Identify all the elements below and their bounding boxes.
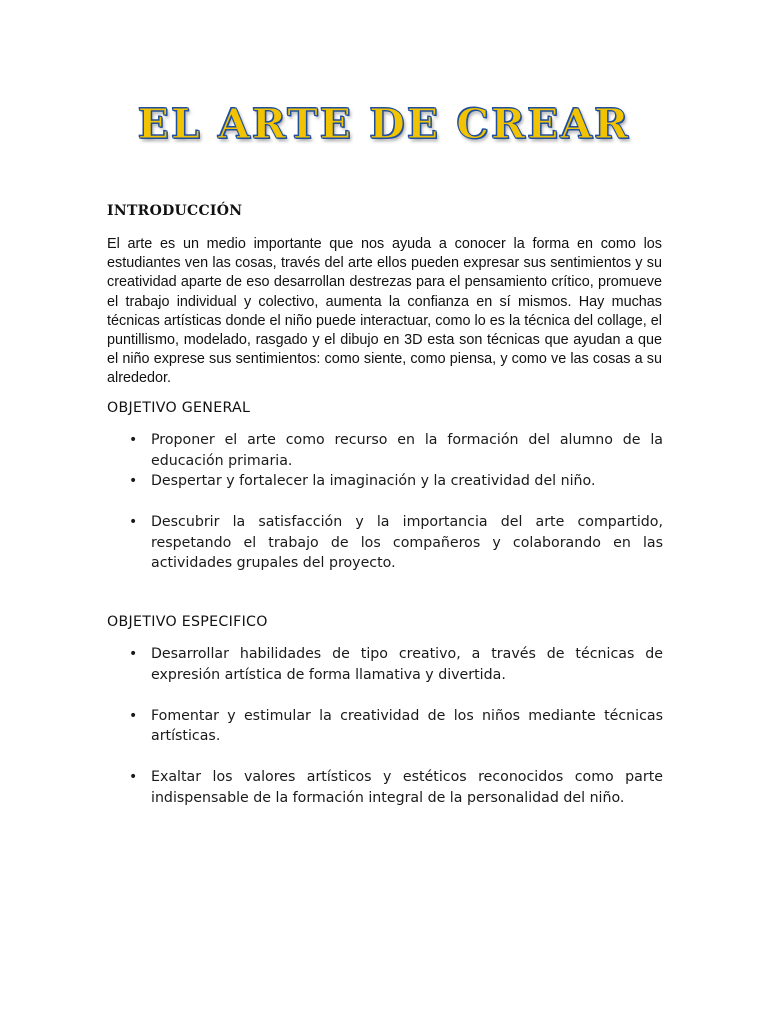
bullet-icon: • <box>129 707 138 724</box>
objetivo-general-heading: OBJETIVO GENERAL <box>107 400 251 416</box>
list-item-text: Desarrollar habilidades de tipo creativo, a través de técnicas de expresión artística de forma llamativa y divertida. <box>151 646 663 683</box>
list-item <box>107 430 663 471</box>
list-item-text: Proponer el arte como recurso en la formación del alumno de la educación primaria. <box>151 432 663 469</box>
bullet-icon: • <box>129 646 138 662</box>
list-item-text: Fomentar y estimular la creatividad de los niños mediante técnicas artísticas. <box>151 707 663 744</box>
list-item <box>107 767 663 808</box>
list-item-text: Despertar y fortalecer la imaginación y la creatividad del niño. <box>151 473 596 489</box>
list-item <box>107 512 663 574</box>
objetivo-general-list <box>107 430 663 574</box>
list-item <box>107 706 663 747</box>
list-item <box>107 471 663 492</box>
bullet-icon: • <box>129 769 138 785</box>
document-title: EL ARTE DE CREAR <box>137 100 631 148</box>
objetivo-especifico-heading: OBJETIVO ESPECIFICO <box>107 614 268 630</box>
bullet-icon: • <box>129 432 138 448</box>
list-item <box>107 644 663 685</box>
list-item-text: Exaltar los valores artísticos y estéticos reconocidos como parte indispensable de la formación integral de la personalidad del niño. <box>151 769 663 806</box>
intro-paragraph: El arte es un medio importante que nos ayuda a conocer la forma en como los estudiantes ven las cosas, través del arte ellos pueden expresar sus sentimientos y su creatividad aparte de eso desarrollan destrezas para el pensamiento crítico, promueve el trabajo individual y colectivo, aumenta la confianza en sí mismos. Hay muchas técnicas artísticas donde el niño puede interactuar, como lo es la técnica del collage, el puntillismo, modelado, rasgado y el dibujo en 3D esta son técnicas que ayudan a que el niño exprese sus sentimientos: como siente, como piensa, y como ve las cosas a su alrededor. <box>107 236 662 387</box>
intro-heading: INTRODUCCIÓN <box>107 203 243 219</box>
objetivo-especifico-list <box>107 644 663 808</box>
bullet-icon: • <box>129 473 138 489</box>
bullet-icon: • <box>129 514 138 530</box>
list-item-text: Descubrir la satisfacción y la importancia del arte compartido, respetando el trabajo de los compañeros y colaborando en las actividades grupales del proyecto. <box>151 514 663 571</box>
